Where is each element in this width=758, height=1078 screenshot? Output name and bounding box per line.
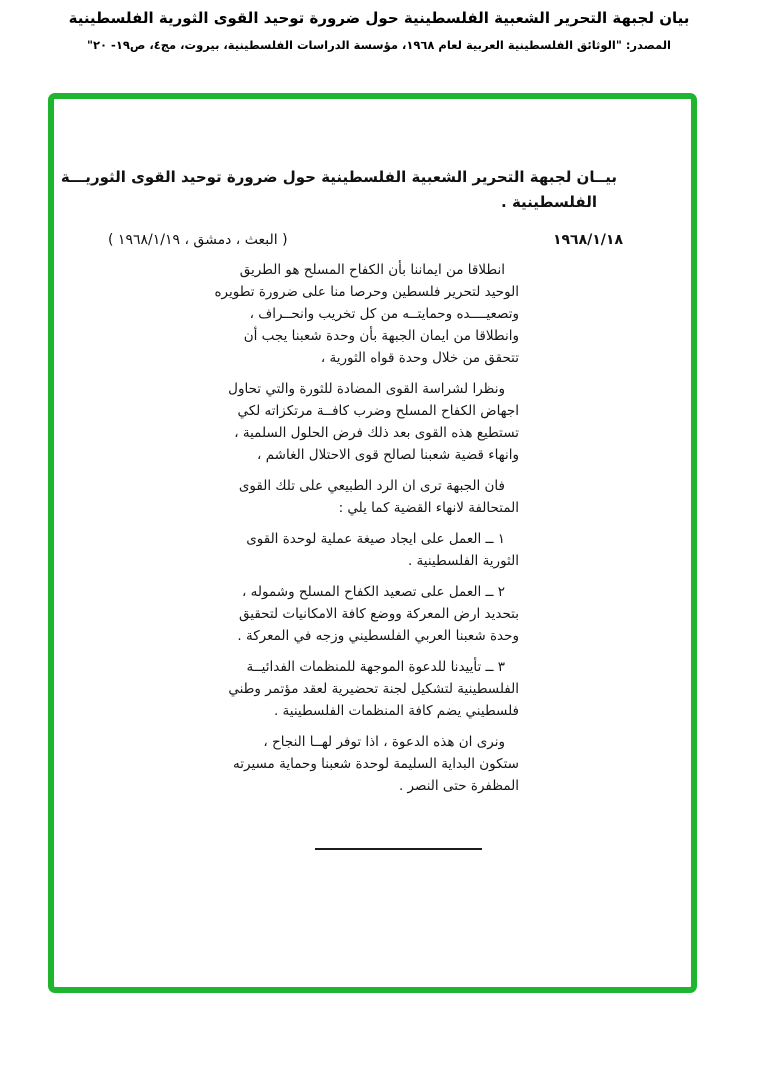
citation-title: بيان لجبهة التحرير الشعبية الفلسطينية حول ضرورة توحيد القوى الثورية الفلسطينية: [68, 9, 690, 27]
paragraph-line: ٢ ــ العمل على تصعيد الكفاح المسلح وشموله ،: [241, 584, 505, 600]
paragraph-line: تتحقق من خلال وحدة قواه الثورية ،: [320, 350, 519, 366]
paragraph-line: الوحيد لتحرير فلسطين وحرصا منا على ضرورة تطويره: [214, 284, 519, 300]
paragraph-line: تستطيع هذه القوى بعد ذلك فرض الحلول السلمية ،: [234, 425, 519, 441]
paragraph-line: الثورية الفلسطينية .: [407, 553, 519, 569]
paragraph-line: وانطلاقا من ايمان الجبهة بأن وحدة شعبنا يجب أن: [243, 328, 519, 344]
document-publication: ( البعث ، دمشق ، ١٩٦٨/١/١٩ ): [108, 232, 288, 248]
citation-header: [0, 7, 758, 53]
document-dateline: [108, 232, 623, 248]
document-date: ١٩٦٨/١/١٨: [552, 232, 623, 248]
paragraph-line: وحدة شعبنا العربي الفلسطيني وزجه في المعركة .: [237, 628, 519, 644]
paragraph-line: وانهاء قضية شعبنا لصالح قوى الاحتلال الغاشم ،: [257, 447, 519, 463]
paragraph-line: ونرى ان هذه الدعوة ، اذا توفر لهــا النجاح ،: [263, 734, 505, 750]
citation-source: المصدر: "الوثائق الفلسطينية العربية لعام ١٩٦٨، مؤسسة الدراسات الفلسطينية، بيروت، مج٤، ص١٩- ٢٠": [87, 38, 671, 52]
document-paragraph: [217, 731, 519, 797]
paragraph-line: ١ ــ العمل على ايجاد صيغة عملية لوحدة القوى: [246, 531, 505, 547]
document-scan-frame: [48, 93, 697, 993]
paragraph-line: انطلاقا من ايماننا بأن الكفاح المسلح هو الطريق: [239, 262, 505, 278]
paragraph-line: اجهاض الكفاح المسلح وضرب كافــة مرتكزاته لكي: [237, 403, 519, 419]
paragraph-line: فان الجبهة ترى ان الرد الطبيعي على تلك القوى: [238, 478, 505, 494]
document-paragraph: [217, 581, 519, 647]
document-paragraph: [217, 475, 519, 519]
paragraph-line: المظفرة حتى النصر .: [398, 778, 519, 794]
paragraph-line: المتحالفة لانهاء القضية كما يلي :: [338, 500, 519, 516]
paragraph-line: ستكون البداية السليمة لوحدة شعبنا وحماية مسيرته: [233, 756, 519, 772]
document-paragraph: [214, 259, 519, 369]
bottom-divider-rule: [315, 848, 482, 850]
document-title-line: بيــان لجبهة التحرير الشعبية الفلسطينية حول ضرورة توحيد القوى الثوريـــة: [60, 168, 617, 186]
document-title-line: الفلسطينية .: [501, 193, 597, 211]
paragraph-line: الفلسطينية لتشكيل لجنة تحضيرية لعقد مؤتمر وطني: [228, 681, 519, 697]
document-paragraph: [217, 528, 519, 572]
paragraph-line: ونظرا لشراسة القوى المضادة للثورة والتي تحاول: [228, 381, 505, 397]
document-paragraph: [217, 378, 519, 466]
paragraph-line: فلسطيني يضم كافة المنظمات الفلسطينية .: [273, 703, 519, 719]
document-title: [60, 165, 617, 215]
document-paragraph: [217, 656, 519, 722]
document-body: [214, 259, 519, 806]
paragraph-line: وتصعيــــده وحمايتــه من كل تخريب وانحــراف ،: [249, 306, 519, 322]
paragraph-line: بتحديد ارض المعركة ووضع كافة الامكانيات لتحقيق: [239, 606, 519, 622]
paragraph-line: ٣ ــ تأييدنا للدعوة الموجهة للمنظمات الفدائيــة: [246, 659, 505, 675]
